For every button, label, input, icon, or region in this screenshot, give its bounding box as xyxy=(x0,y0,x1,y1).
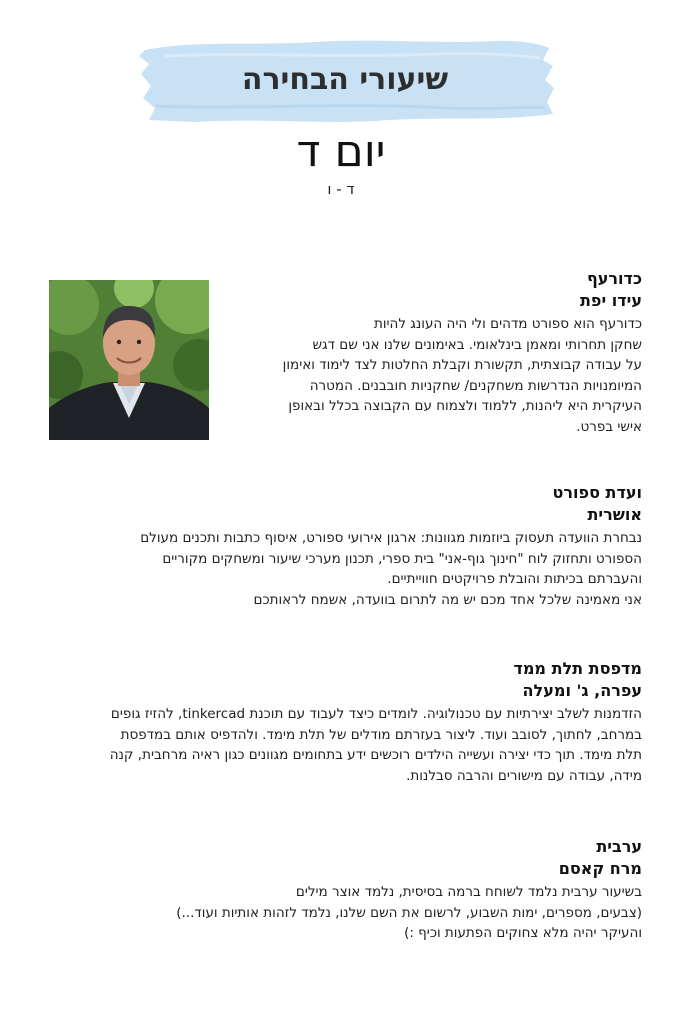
section-teacher: עפרה, ג' ומעלה xyxy=(522,681,642,700)
teacher-photo xyxy=(49,280,209,440)
section-title: ערבית xyxy=(596,837,642,856)
grade-range: ד - ו xyxy=(327,180,355,198)
description-line: הספורט ותחזוק לוח "חינוך גוף-אני" בית ספרי, תכנון מערכי שיעור ומשחקים מקוריים xyxy=(162,550,642,567)
description-line: כדורעף הוא ספורט מדהים ולי היה העונג להיות xyxy=(373,316,642,332)
description-line: נבחרת הוועדה תעסוק ביוזמות מגוונות: ארגון אירועי ספורט, איסוף כתבות ותכנים מעולם xyxy=(140,530,642,546)
description-line: אני מאמינה שלכל אחד מכם יש מה לתרום בוועדה, אשמח לראותכם xyxy=(253,591,642,608)
section-description xyxy=(110,704,642,786)
description-line: והעברתם בכיתות והובלת פרויקטים חווייתיים. xyxy=(387,571,642,587)
section-description xyxy=(140,528,642,610)
description-line: העיקרית היא ליהנות, ללמוד ולצמוח עם הקבוצה בכלל ובאופן xyxy=(288,398,642,414)
day-title: יום ד xyxy=(296,126,386,177)
section-description xyxy=(176,882,642,944)
description-line: בשיעור ערבית נלמד לשוחח ברמה בסיסית, נלמד אוצר מילים xyxy=(295,884,642,900)
section-3d-printer xyxy=(110,658,642,786)
description-line: הזדמנות לשלב יצירתיות עם טכנולוגיה. לומדים כיצד לעבוד עם תוכנת tinkercad, להזיז גופים xyxy=(110,706,642,722)
section-title: כדורעף xyxy=(586,269,642,288)
section-title: ועדת ספורט xyxy=(552,483,642,502)
description-line: תלת מימד. תוך כדי יצירה ועשייה הילדים רוכשים ידע בתחומים מגוונים כגון ראיה מרחבית, קנה xyxy=(109,747,642,763)
description-line: במרחב, לחתוך, לסובב ועוד. ליצור בעזרתם מודלים של תלת מימד. ולהדפיס אותם במדפסת xyxy=(120,726,642,743)
description-line: מידה, עבודה עם מישורים והרבה סבלנות. xyxy=(406,767,642,784)
section-volleyball xyxy=(283,268,642,437)
title-banner xyxy=(135,36,555,124)
description-line: שחקן תחרותי ומאמן בינלאומי. באימונים שלנו אני שם דגש xyxy=(312,336,642,353)
section-arabic xyxy=(176,836,642,944)
page-title: שיעורי הבחירה xyxy=(241,62,449,97)
description-line: אישי בפרט. xyxy=(576,418,642,435)
section-teacher: עידו יפת xyxy=(580,291,642,310)
description-line: (צבעים, מספרים, ימות השבוע, לרשום את השם שלנו, נלמד לזהות אותיות ועוד...) xyxy=(176,904,642,921)
description-line: על עבודה קבוצתית, תקשורת וקבלת החלטות לצד לימוד ואימון xyxy=(282,357,642,373)
section-teacher: מרח קאסם xyxy=(558,859,642,878)
section-description xyxy=(283,314,642,437)
description-line: והעיקר יהיה מלא צחוקים הפתעות וכיף :) xyxy=(404,925,642,941)
section-teacher: אושרית xyxy=(587,505,642,524)
portrait-image xyxy=(49,280,209,440)
section-sports-committee xyxy=(140,482,642,610)
description-line: המיומנויות הנדרשות משחקנים/ שחקניות חובבנים. המטרה xyxy=(309,377,642,394)
section-title: מדפסת תלת ממד xyxy=(513,659,642,678)
